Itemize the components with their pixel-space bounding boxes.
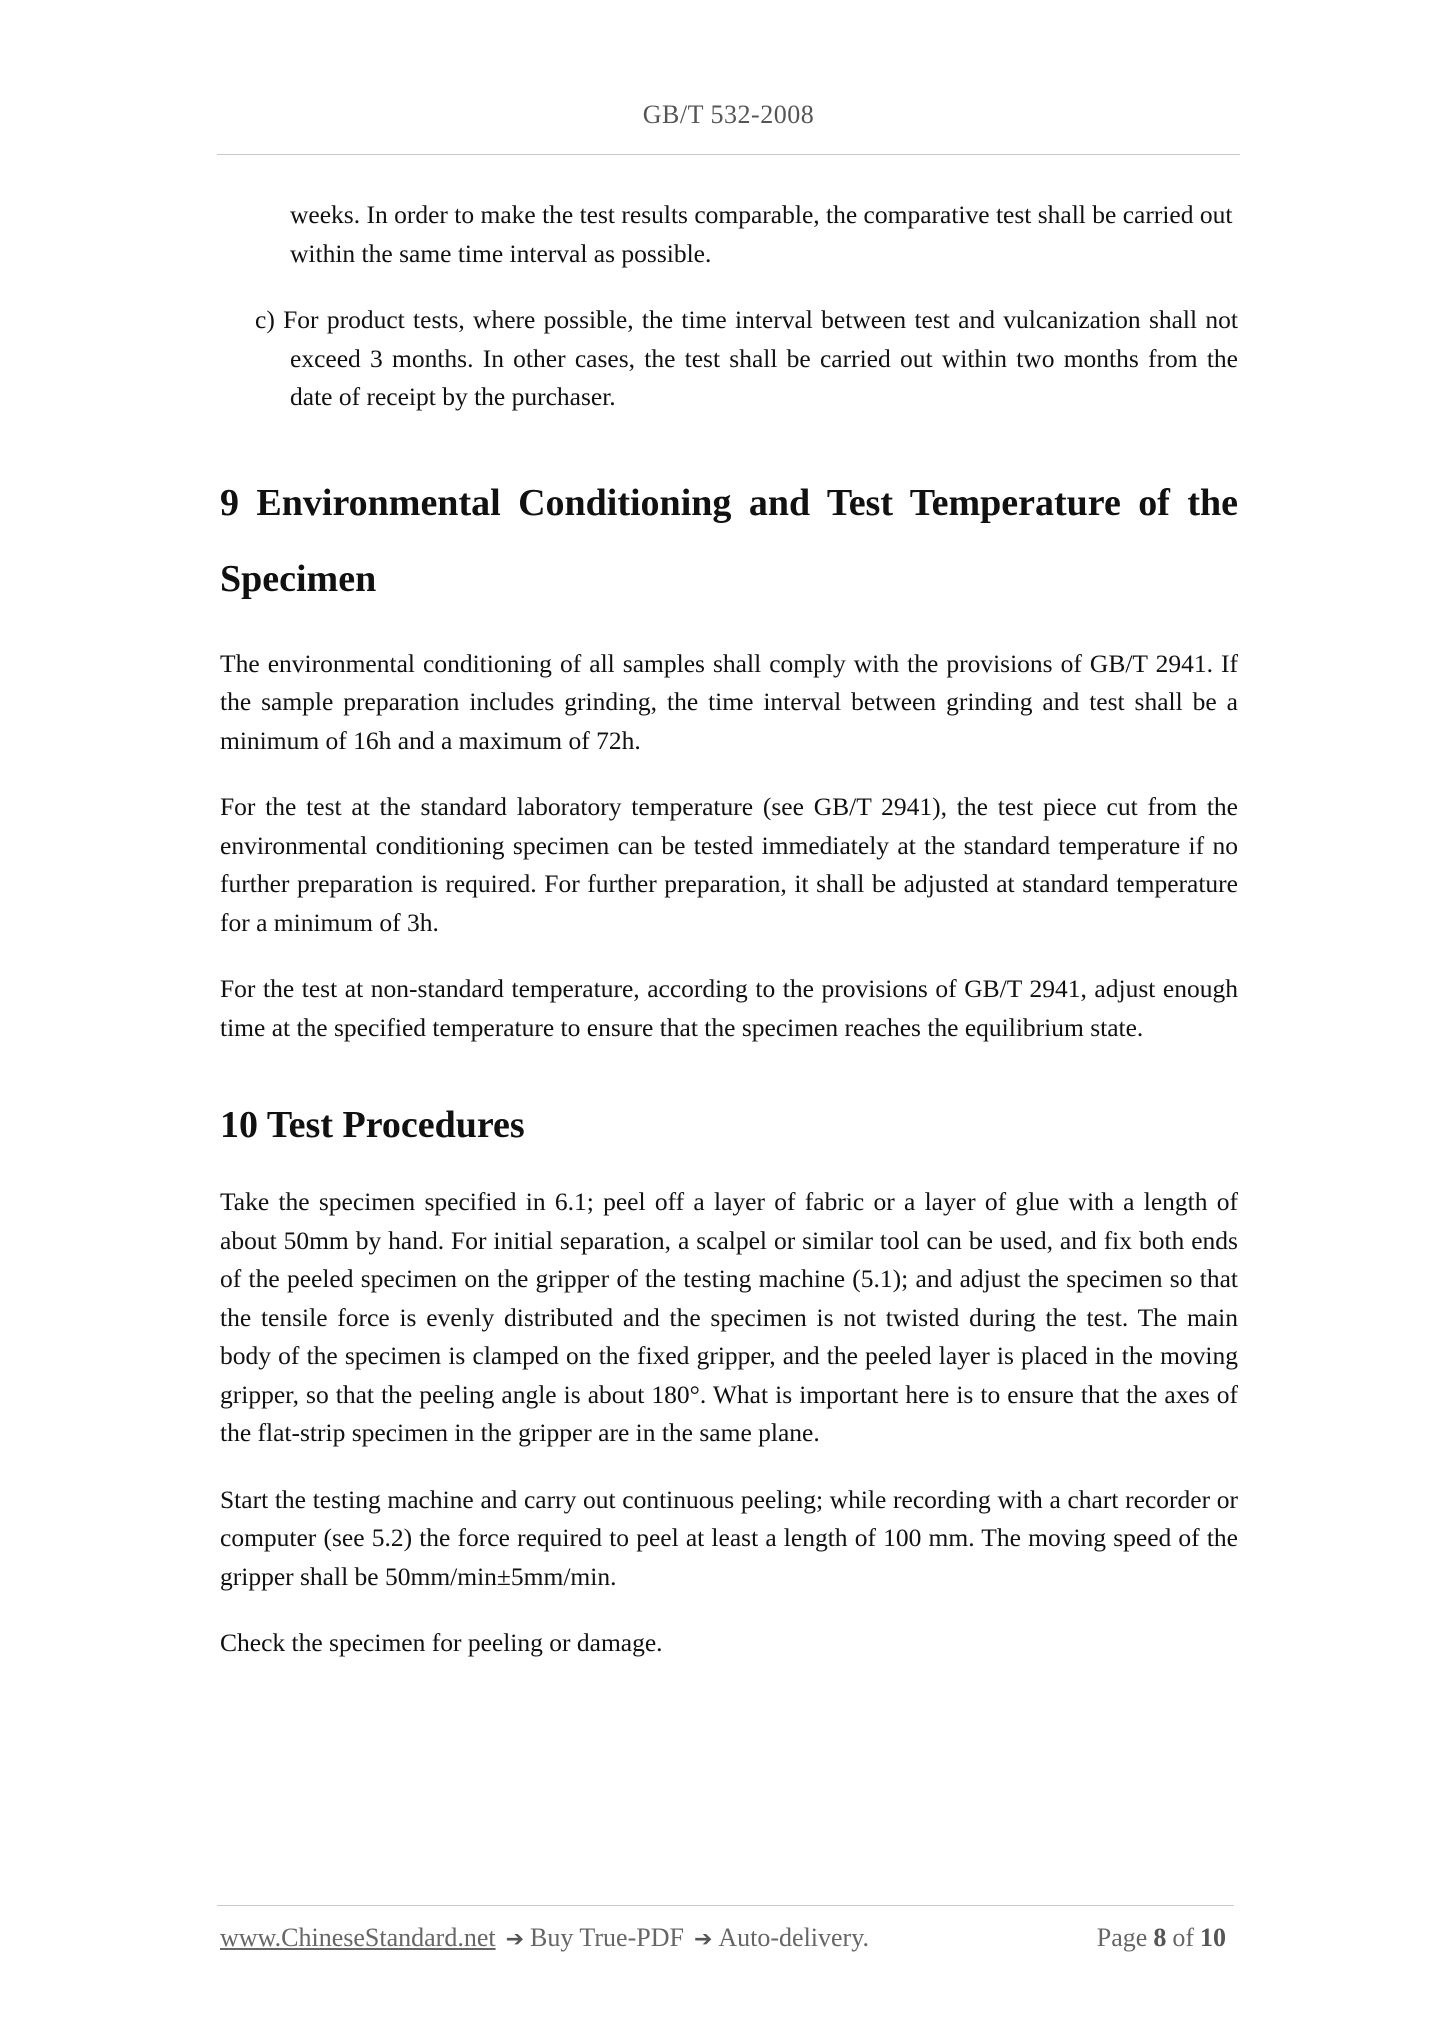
page-number (1097, 1923, 1232, 1953)
page-header: GB/T 532-2008 (642, 100, 815, 129)
section-10-paragraph-1: Take the specimen specified in 6.1; peel off a layer of fabric or a layer of glue with a length of about 50mm by hand. For initial separation, a scalpel or similar tool can be used, and fix both ends of the peeled specimen on the gripper of the testing machine (5.1); and adjust the specimen so that the tensile force is evenly distributed and the specimen is not twisted during the test. The main body of the specimen is clamped on the fixed gripper, and the peeled layer is placed in the moving gripper, so that the peeling angle is about 180°. What is important here is to ensure that the axes of the flat-strip specimen in the gripper are in the same plane. (220, 1187, 1238, 1447)
footer-promo (220, 1923, 869, 1953)
page-label: Page (1096, 1923, 1148, 1952)
right-arrow-icon: ➔ (693, 1927, 713, 1952)
website-link[interactable]: www.ChineseStandard.net (220, 1923, 496, 1952)
footer-divider (217, 1905, 1234, 1906)
page-current: 8 (1153, 1923, 1167, 1952)
page-footer (220, 1923, 1232, 1953)
section-9-paragraph-3: For the test at non-standard temperature, according to the provisions of GB/T 2941, adjust enough time at the specified temperature to ensure that the specimen reaches the equilibrium state. (220, 974, 1238, 1042)
page-of: of (1172, 1923, 1194, 1952)
header-divider (217, 154, 1240, 155)
continuation-paragraph: weeks. In order to make the test results comparable, the comparative test shall be carried out within the same time interval as possible. (290, 200, 1233, 268)
section-10-paragraph-2: Start the testing machine and carry out continuous peeling; while recording with a chart recorder or computer (see 5.2) the force required to peel at least a length of 100 mm. The moving speed of the gripper shall be 50mm/min±5mm/min. (220, 1484, 1238, 1591)
section-9-paragraph-1: The environmental conditioning of all samples shall comply with the provisions of GB/T 2941. If the sample preparation includes grinding, the time interval between grinding and test shall be a minimum of 16h and a maximum of 72h. (220, 648, 1238, 755)
page-body (220, 196, 1238, 1663)
section-9-paragraph-2: For the test at the standard laboratory temperature (see GB/T 2941), the test piece cut from the environmental conditioning specimen can be tested immediately at the standard temperature if no further preparation is required. For further preparation, it shall be adjusted at standard temperature for a minimum of 3h. (220, 792, 1238, 937)
right-arrow-icon: ➔ (505, 1927, 525, 1952)
section-10-paragraph-3: Check the specimen for peeling or damage. (220, 1628, 663, 1657)
delivery-text: Auto-delivery. (718, 1923, 870, 1952)
page-total: 10 (1200, 1923, 1226, 1952)
buy-text: Buy True-PDF (530, 1923, 684, 1952)
section-9-heading: 9 Environmental Conditioning and Test Temperature of the Specimen (220, 481, 1238, 600)
section-10-heading: 10 Test Procedures (220, 1104, 525, 1146)
list-item-c: c) For product tests, where possible, the time interval between test and vulcanization shall not exceed 3 months. In other cases, the test shall be carried out within two months from the date of receipt by the purchaser. (255, 305, 1238, 411)
